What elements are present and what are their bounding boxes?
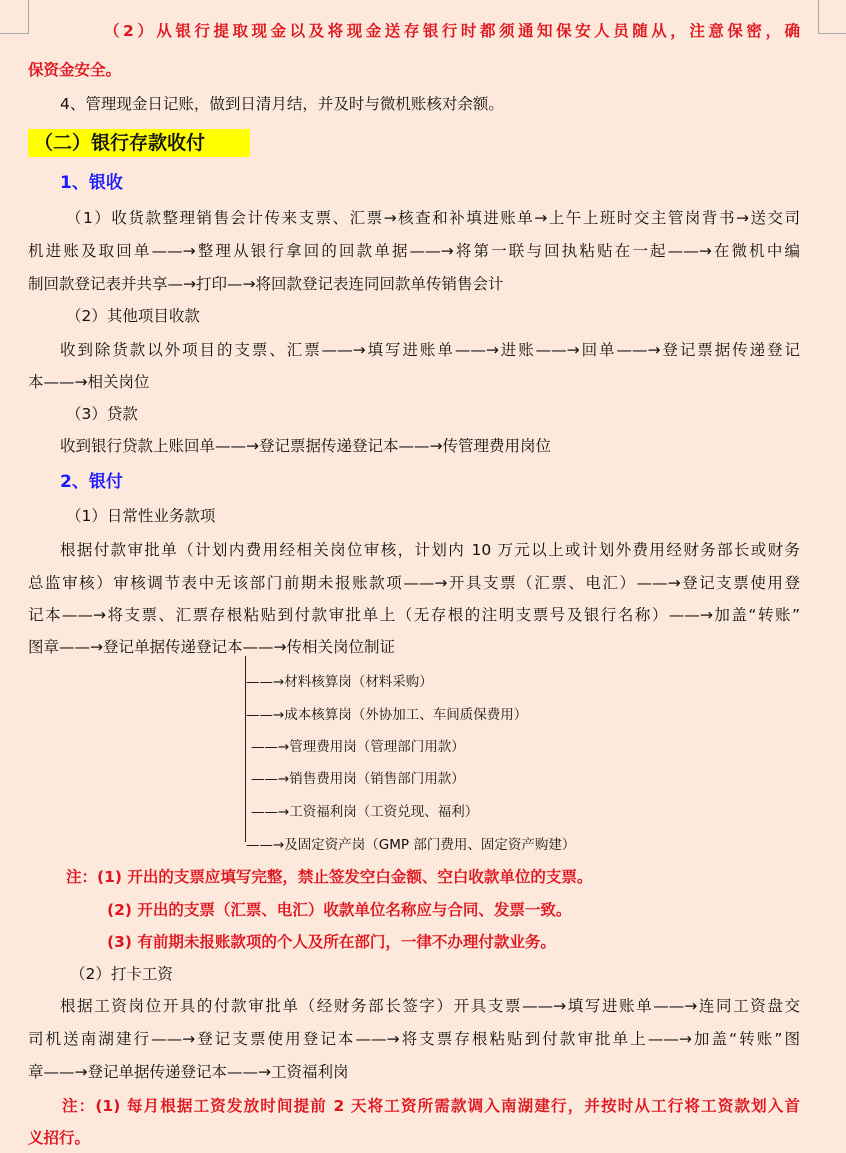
branch-item: ——→及固定资产岗（GMP 部门费用、固定资产购建）: [246, 837, 576, 853]
paragraph-text: 章——→登记单据传递登记本——→工资福利岗: [28, 1063, 349, 1081]
paragraph-text: 根据付款审批单（计划内费用经相关岗位审核，计划内 10 万元以上或计划外费用经财务部长或财务: [60, 541, 800, 559]
paragraph-text: 本——→相关岗位: [28, 373, 150, 391]
note-cash-escort-cont: 保资金安全。: [28, 61, 122, 79]
note-item: (3) 有前期未报账款项的个人及所在部门，一律不办理付款业务。: [107, 933, 556, 951]
item-heading: （2）其他项目收款: [66, 307, 200, 325]
paragraph-text: 收到银行贷款上账回单——→登记票据传递登记本——→传管理费用岗位: [60, 437, 551, 455]
branch-item: ——→材料核算岗（材料采购）: [246, 674, 433, 690]
note-item: 义招行。: [28, 1129, 91, 1147]
paragraph-text: 司机送南湖建行——→登记支票使用登记本——→将支票存根粘贴到付款审批单上——→加盖“转账”图: [28, 1030, 800, 1048]
branch-item: ——→管理费用岗（管理部门用款）: [251, 739, 465, 755]
item-heading: （3）贷款: [66, 405, 138, 423]
branch-item: ——→成本核算岗（外协加工、车间质保费用）: [246, 707, 528, 723]
branch-item: ——→销售费用岗（销售部门用款）: [251, 771, 465, 787]
page-corner-mark: [818, 0, 846, 34]
paragraph-text: 机进账及取回单——→整理从银行拿回的回款单据——→将第一联与回执粘贴在一起——→在微机中编: [28, 242, 800, 260]
paragraph-text: 图章——→登记单据传递登记本——→传相关岗位制证: [28, 638, 395, 656]
section-heading-bank-deposits: （二）银行存款收付: [28, 129, 250, 157]
note-item: (2) 开出的支票（汇票、电汇）收款单位名称应与合同、发票一致。: [107, 901, 572, 919]
paragraph-cash-journal: 4、管理现金日记账，做到日清月结，并及时与微机账核对余额。: [60, 95, 504, 113]
item-heading: （2）打卡工资: [70, 965, 173, 983]
paragraph-text: 总监审核）审核调节表中无该部门前期未报账款项——→开具支票（汇票、电汇）——→登记支票使用登: [28, 574, 800, 592]
subheading-bank-receipts: 1、银收: [60, 173, 123, 193]
branch-item: ——→工资福利岗（工资兑现、福利）: [251, 804, 479, 820]
page-corner-mark: [0, 0, 29, 34]
paragraph-text: （1）收货款整理销售会计传来支票、汇票→核查和补填进账单→上午上班时交主管岗背书→送交司: [66, 209, 800, 227]
note-item: 注：(1) 开出的支票应填写完整，禁止签发空白金额、空白收款单位的支票。: [66, 868, 593, 886]
item-heading: （1）日常性业务款项: [66, 507, 216, 525]
paragraph-text: 根据工资岗位开具的付款审批单（经财务部长签字）开具支票——→填写进账单——→连同工资盘交: [60, 997, 800, 1015]
note-cash-escort: （2）从银行提取现金以及将现金送存银行时都须通知保安人员随从，注意保密，确: [104, 22, 800, 40]
subheading-bank-payments: 2、银付: [60, 472, 123, 492]
note-item: 注：(1) 每月根据工资发放时间提前 2 天将工资所需款调入南湖建行，并按时从工行将工资款划入首: [62, 1097, 800, 1115]
paragraph-text: 收到除货款以外项目的支票、汇票——→填写进账单——→进账——→回单——→登记票据传递登记: [60, 341, 800, 359]
paragraph-text: 记本——→将支票、汇票存根粘贴到付款审批单上（无存根的注明支票号及银行名称）——→加盖“转账”: [28, 606, 800, 624]
paragraph-text: 制回款登记表并共享—→打印—→将回款登记表连同回款单传销售会计: [28, 275, 504, 293]
